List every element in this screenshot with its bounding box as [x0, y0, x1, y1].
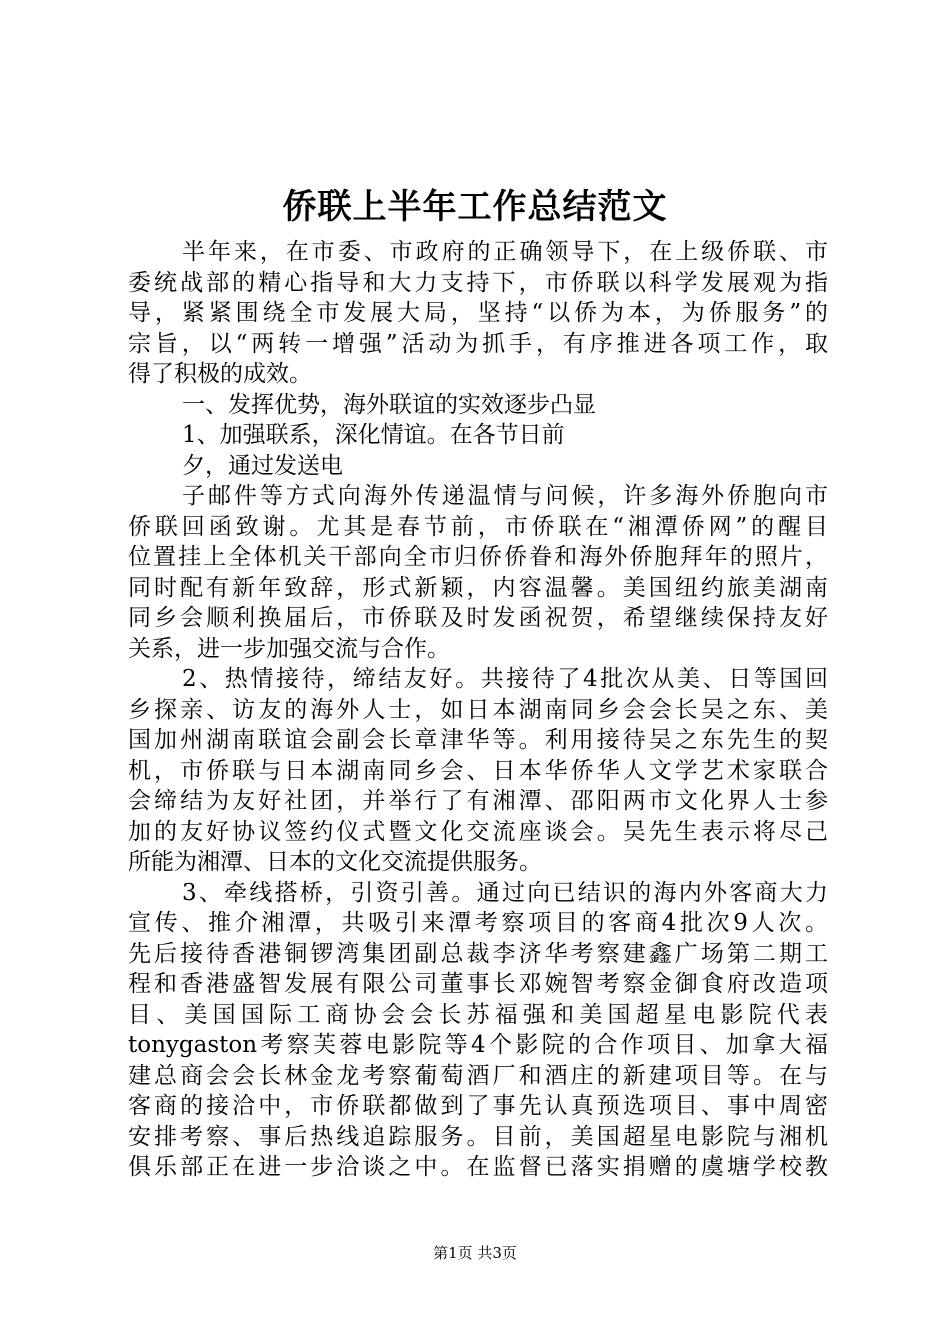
body-line: 目、美国国际工商协会会长苏福强和美国超星电影院代表 [128, 1001, 828, 1028]
body-line: 俱乐部正在进一步洽谈之中。在监督已落实捐赠的虞塘学校教 [128, 1154, 828, 1180]
body-line: 位置挂上全体机关干部向全市归侨侨眷和海外侨胞拜年的照片， [128, 544, 828, 570]
body-line: 夕，通过发送电 [182, 452, 343, 479]
body-line: 乡探亲、访友的海外人士，如日本湖南同乡会会长吴之东、美 [128, 696, 828, 723]
body-line: 同时配有新年致辞，形式新颖，内容温馨。美国纽约旅美湖南 [128, 574, 828, 601]
body-line: 一、发挥优势，海外联谊的实效逐步凸显 [182, 391, 596, 418]
body-line: 客商的接洽中，市侨联都做到了事先认真预选项目、事中周密 [128, 1093, 828, 1119]
body-line: tonygaston考察芙蓉电影院等4个影院的合作项目、加拿大福 [128, 1032, 828, 1058]
body-line: 所能为湘潭、日本的文化交流提供服务。 [128, 849, 542, 875]
body-line: 关系，进一步加强交流与合作。 [128, 635, 450, 662]
body-line: 3、牵线搭桥，引资引善。通过向已结识的海内外客商大力 [182, 879, 828, 906]
body-line: 1、加强联系，深化情谊。在各节日前 [182, 422, 565, 448]
body-line: 国加州湖南联谊会副会长章津华等。利用接待吴之东先生的契 [128, 727, 828, 753]
body-line: 同乡会顺利换届后，市侨联及时发函祝贺，希望继续保持友好 [128, 605, 828, 631]
body-line: 半年来，在市委、市政府的正确领导下，在上级侨联、市 [182, 239, 828, 265]
body-line: 侨联回函致谢。尤其是春节前，市侨联在“湘潭侨网”的醒目 [128, 513, 828, 540]
body-line: 导，紧紧围绕全市发展大局，坚持“以侨为本，为侨服务”的 [128, 300, 828, 326]
body-line: 委统战部的精心指导和大力支持下，市侨联以科学发展观为指 [128, 269, 828, 296]
document-body [128, 237, 828, 1183]
body-line: 程和香港盛智发展有限公司董事长邓婉智考察金御食府改造项 [128, 971, 828, 997]
body-line: 宗旨，以“两转一增强”活动为抓手，有序推进各项工作，取 [128, 330, 828, 357]
document-title: 侨联上半年工作总结范文 [282, 187, 668, 227]
page-footer: 第1页 共3页 [433, 1244, 517, 1262]
body-line: 安排考察、事后热线追踪服务。目前，美国超星电影院与湘机 [128, 1123, 828, 1150]
body-line: 机，市侨联与日本湖南同乡会、日本华侨华人文学艺术家联合 [128, 757, 828, 784]
body-line: 建总商会会长林金龙考察葡萄酒厂和酒庄的新建项目等。在与 [128, 1062, 828, 1089]
body-line: 2、热情接待，缔结友好。共接待了4批次从美、日等国回 [182, 666, 828, 692]
body-line: 宣传、推介湘潭，共吸引来潭考察项目的客商4批次9人次。 [128, 910, 828, 936]
body-line: 得了积极的成效。 [128, 361, 312, 387]
body-line: 加的友好协议签约仪式暨文化交流座谈会。吴先生表示将尽己 [128, 818, 828, 845]
body-line: 会缔结为友好社团，并举行了有湘潭、邵阳两市文化界人士参 [128, 788, 828, 814]
body-line: 子邮件等方式向海外传递温情与问候，许多海外侨胞向市 [182, 483, 828, 509]
body-line: 先后接待香港铜锣湾集团副总裁李济华考察建鑫广场第二期工 [128, 940, 828, 967]
